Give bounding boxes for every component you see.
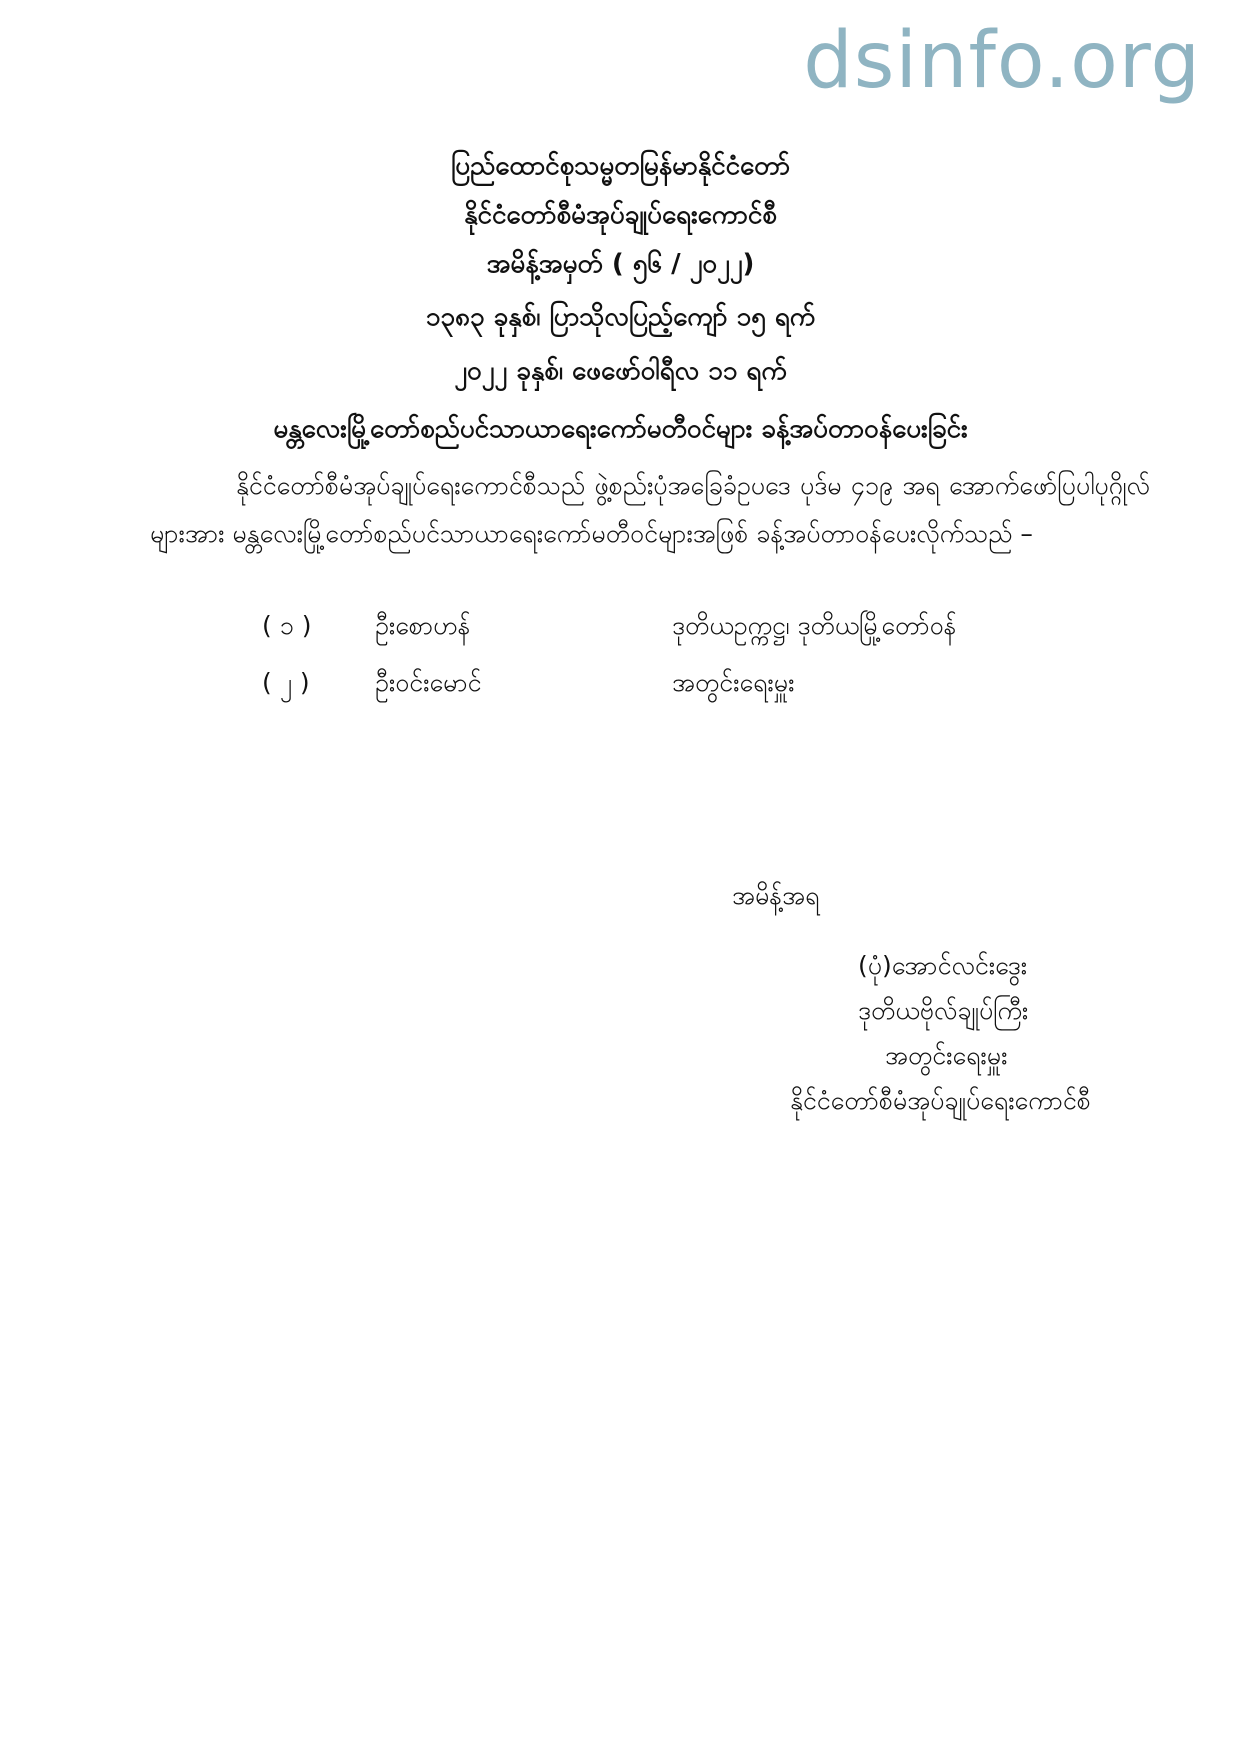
list-item xyxy=(0,610,1241,650)
list-item-number: ( ၂ ) xyxy=(262,668,310,697)
list-item-name: ဦးစောဟန် xyxy=(375,611,471,640)
signatory-name: (ပုံ)အောင်လင်းဒွေး xyxy=(858,951,1028,980)
date-gregorian: ၂၀၂၂ ခုနှစ်၊ ဖေဖော်ဝါရီလ ၁၁ ရက် xyxy=(454,356,787,386)
council-name: နိုင်ငံတော်စီမံအုပ်ချုပ်ရေးကောင်စီ xyxy=(464,200,777,230)
list-item-title: ဒုတိယဥက္ကဋ္ဌ၊ ဒုတိယမြို့တော်ဝန် xyxy=(672,611,957,640)
list-item xyxy=(0,667,1241,707)
list-item-name: ဦးဝင်းမောင် xyxy=(375,668,482,697)
order-subject: မန္တလေးမြို့တော်စည်ပင်သာယာရေးကော်မတီဝင်များ ခန့်အပ်တာဝန်ပေးခြင်း xyxy=(273,414,968,444)
signatory-organization: နိုင်ငံတော်စီမံအုပ်ချုပ်ရေးကောင်စီ xyxy=(790,1086,1091,1115)
list-item-number: ( ၁ ) xyxy=(262,611,312,640)
date-myanmar: ၁၃၈၃ ခုနှစ်၊ ပြာသိုလပြည့်ကျော် ၁၅ ရက် xyxy=(425,302,816,332)
state-name: ပြည်ထောင်စုသမ္မတမြန်မာနိုင်ငံတော် xyxy=(450,151,791,181)
signatory-rank: ဒုတိယဗိုလ်ချုပ်ကြီး xyxy=(858,996,1029,1025)
order-number: အမိန့်အမှတ် ( ၅၆ / ၂၀၂၂) xyxy=(486,249,755,279)
signatory-position: အတွင်းရေးမှူး xyxy=(885,1041,1008,1070)
by-order-text: အမိန့်အရ xyxy=(732,881,820,910)
order-paragraph xyxy=(150,462,1150,558)
watermark-logo: dsinfo.org xyxy=(803,16,1201,106)
list-item-title: အတွင်းရေးမှူး xyxy=(672,668,795,697)
paragraph-text: နိုင်ငံတော်စီမံအုပ်ချုပ်ရေးကောင်စီသည် ဖွဲ့စည်းပုံအခြေခံဥပဒေ ပုဒ်မ ၄၁၉ အရ အောက်ဖော်ပြပါပုဂ္ဂိုလ်များအား မန္တလေးမြို့တော်စည်ပင်သာယာရေးကော်မတီဝင်များအဖြစ် ခန့်အပ်တာဝန်ပေးလိုက်သည် – xyxy=(150,471,1150,548)
